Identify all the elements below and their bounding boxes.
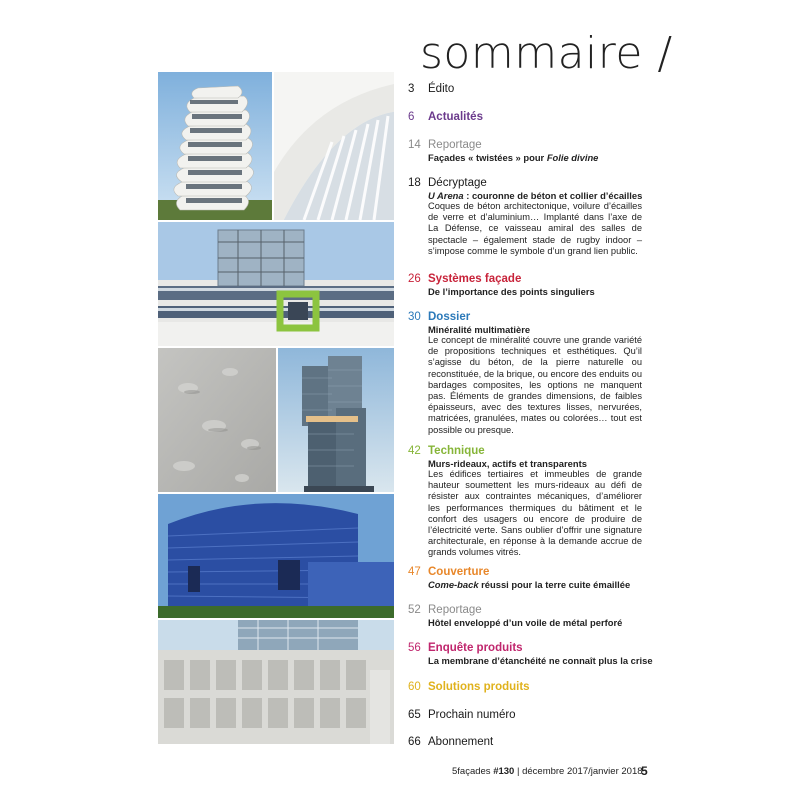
toc-subtitle: Murs-rideaux, actifs et transparents (428, 458, 587, 469)
toc-section-title: Édito (428, 83, 455, 95)
toc-page-number: 30 (408, 311, 421, 323)
toc-subtitle: Come-back réussi pour la terre cuite émaillée (428, 579, 631, 590)
toc-section-title: Décryptage (428, 177, 487, 189)
toc-section-title: Enquête produits (428, 642, 523, 654)
toc-section-title: Couverture (428, 566, 490, 578)
issue-number: #130 (493, 766, 515, 777)
toc-subtitle: De l’importance des points singuliers (428, 286, 595, 297)
toc-page-number: 6 (408, 111, 415, 123)
page-title: sommaire / (420, 28, 673, 79)
toc-page-number: 47 (408, 566, 421, 578)
toc-page-number: 52 (408, 604, 421, 616)
toc-section-title: Systèmes façade (428, 273, 522, 285)
page-footer (452, 766, 643, 777)
toc-page-number: 18 (408, 177, 421, 189)
toc-section-title: Abonnement (428, 736, 494, 748)
toc-section-title: Reportage (428, 139, 482, 151)
toc-description: Les édifices tertiaires et immeubles de grande hauteur soumettent les murs-rideaux au défi de résister aux contraintes mécaniques, d’améliorer les performances thermiques du bâtiment et le confort des usagers ou encore de produire de l’électricité verte. Sans oublier d’offrir une signature architecturale, en réponse à la demande accrue de grands volumes vitrés. (428, 469, 642, 558)
issue-date: | décembre 2017/janvier 2018 (514, 766, 643, 777)
toc-section-title: Reportage (428, 604, 482, 616)
toc-description: Le concept de minéralité couvre une grande variété de propositions techniques et esthétiques. Qu’il s’agisse du béton, de la pierre naturelle ou reconstituée, de la brique, ou encore des enduits ou bardages composites, les options ne manquent pas. Éléments de grandes dimensions, de faibles épaisseurs, avec des textures lisses, nervurées, matricées, granulées, mates ou colorées… tout est possible ou presque. (428, 335, 642, 435)
photo-column (158, 72, 394, 744)
toc-page-number: 42 (408, 445, 421, 457)
photo-blue-ceramic-building (158, 494, 394, 618)
toc-page-number: 56 (408, 642, 421, 654)
magazine-name: 5façades (452, 766, 491, 777)
toc-page-number: 66 (408, 736, 421, 748)
toc-description: Coques de béton architectonique, voilure d’écailles de verre et d’aluminium… Implanté dans l’axe de La Défense, ce vaisseau amiral des salles de spectacle – également stade de rugby indoor – s’impose comme le symbole d’un grand lien public. (428, 201, 642, 256)
toc-subtitle: U Arena : couronne de béton et collier d’écailles (428, 190, 643, 201)
toc-section-title: Prochain numéro (428, 709, 516, 721)
toc-subtitle: La membrane d’étanchéité ne connaît plus la crise (428, 655, 653, 666)
toc-subtitle: Minéralité multimatière (428, 324, 531, 335)
toc-section-title: Solutions produits (428, 681, 530, 693)
photo-concrete-texture (158, 348, 276, 492)
toc-page-number: 26 (408, 273, 421, 285)
photo-folie-divine-tower (158, 72, 272, 220)
toc-page-number: 14 (408, 139, 421, 151)
toc-section-title: Actualités (428, 111, 483, 123)
photo-glass-towers (278, 348, 394, 492)
photo-u-arena-shell (274, 72, 394, 220)
photo-office-facade-green-frame (158, 222, 394, 346)
photo-perforated-metal-hotel (158, 620, 394, 744)
toc-section-title: Dossier (428, 311, 471, 323)
toc-section-title: Technique (428, 445, 485, 457)
toc-page-number: 60 (408, 681, 421, 693)
toc-page-number: 3 (408, 83, 415, 95)
toc-subtitle: Façades « twistées » pour Folie divine (428, 152, 599, 163)
toc-page-number: 65 (408, 709, 421, 721)
page-number: 5 (641, 764, 648, 778)
toc-subtitle: Hôtel enveloppé d’un voile de métal perforé (428, 617, 623, 628)
